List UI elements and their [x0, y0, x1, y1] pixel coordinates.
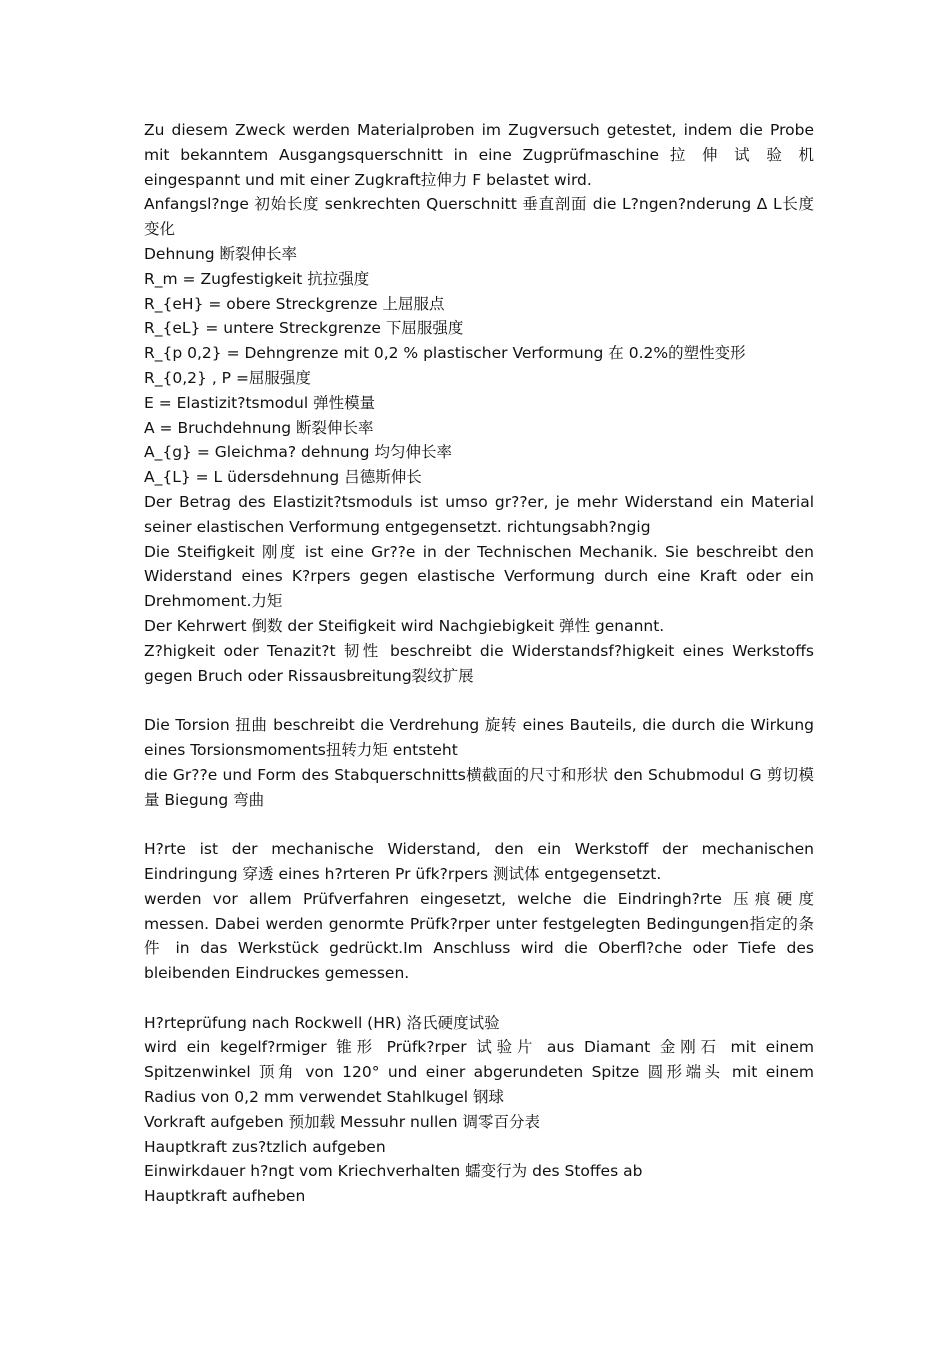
paragraph-obere-streckgrenze: R_{eH} = obere Streckgrenze 上屈服点 [144, 294, 445, 313]
paragraph-einwirkdauer: Einwirkdauer h?ngt vom Kriechverhalten 蠕变行为 des Stoffes ab [144, 1162, 643, 1181]
paragraph-elastizitaetsmodul: E = Elastizit?tsmodul 弹性模量 [144, 393, 376, 412]
blank-line [144, 688, 814, 713]
paragraph-anfangslaenge: Anfangsl?nge 初始长度 senkrechten Querschnitt 垂直剖面 die L?ngen?nderung Δ L长度变化 [144, 195, 814, 239]
paragraph-zaehigkeit: Z?higkeit oder Tenazit?t 韧性 beschreibt die Widerstandsf?higkeit eines Werkstoffs gegen Bruch oder Rissausbreitung裂纹扩展 [144, 641, 814, 685]
paragraph-vorkraft: Vorkraft aufgeben 预加载 Messuhr nullen 调零百分表 [144, 1112, 541, 1131]
paragraph-dehngrenze: R_{p 0,2} = Dehngrenze mit 0,2 % plastischer Verformung 在 0.2%的塑性变形 [144, 344, 746, 363]
paragraph-steifigkeit: Die Steifigkeit 刚度 ist eine Gr??e in der Technischen Mechanik. Sie beschreibt den Widerstand eines K?rpers gegen elastische Verformung durch eine Kraft oder ein Drehmoment.力矩 [144, 542, 814, 611]
document-body [144, 118, 814, 1209]
paragraph-hauptkraft-aufgeben: Hauptkraft zus?tzlich aufgeben [144, 1137, 386, 1156]
paragraph-bruchdehnung: A = Bruchdehnung 断裂伸长率 [144, 418, 374, 437]
paragraph-rockwell-pruefkoerper: wird ein kegelf?rmiger 锥形 Prüfk?rper 试验片 aus Diamant 金刚石 mit einem Spitzenwinkel 顶角 von 120° und einer abgerundeten Spitze 圆形端头 mit einem Radius von 0,2 mm verwendet Stahlkugel 钢球 [144, 1038, 814, 1107]
paragraph-hauptkraft-aufheben: Hauptkraft aufheben [144, 1187, 306, 1206]
blank-line [144, 812, 814, 837]
paragraph-kehrwert: Der Kehrwert 倒数 der Steifigkeit wird Nachgiebigkeit 弹性 genannt. [144, 616, 665, 635]
paragraph-zugfestigkeit: R_m = Zugfestigkeit 抗拉强度 [144, 269, 370, 288]
paragraph-haerte: H?rte ist der mechanische Widerstand, den ein Werkstoff der mechanischen Eindringung 穿透 eines h?rteren Pr üfk?rpers 测试体 entgegensetzt. [144, 840, 814, 883]
paragraph-luedersdehnung: A_{L} = L üdersdehnung 吕德斯伸长 [144, 468, 422, 487]
paragraph-zugversuch: Zu diesem Zweck werden Materialproben im Zugversuch getestet, indem die Probe mit bekanntem Ausgangsquerschnitt in eine Zugprüfmaschine 拉 伸 试 验 机 eingespannt und mit einer Zugkraft拉伸力 F belastet wird. [144, 121, 814, 189]
paragraph-torsion: Die Torsion 扭曲 beschreibt die Verdrehung 旋转 eines Bauteils, die durch die Wirkung eines Torsionsmoments扭转力矩 entsteht [144, 716, 814, 759]
paragraph-rockwell-heading: H?rteprüfung nach Rockwell (HR) 洛氏硬度试验 [144, 1013, 500, 1032]
paragraph-stabquerschnitt: die Gr??e und Form des Stabquerschnitts横截面的尺寸和形状 den Schubmodul G 剪切模量 Biegung 弯曲 [144, 765, 814, 809]
paragraph-untere-streckgrenze: R_{eL} = untere Streckgrenze 下屈服强度 [144, 319, 464, 338]
paragraph-pruefverfahren: werden vor allem Prüfverfahren eingesetzt, welche die Eindringh?rte 压痕硬度 messen. Dabei werden genormte Prüfk?rper unter festgelegten Bedingungen指定的条件 in das Werkstück gedrückt.Im Anschluss wird die Oberfl?che oder Tiefe des bleibenden Eindruckes gemessen. [144, 889, 814, 983]
paragraph-r02: R_{0,2} , P =屈服强度 [144, 368, 311, 387]
paragraph-gleichmassdehnung: A_{g} = Gleichma? dehnung 均匀伸长率 [144, 443, 452, 462]
paragraph-elastizitaet-betrag: Der Betrag des Elastizit?tsmoduls ist umso gr??er, je mehr Widerstand ein Material seiner elastischen Verformung entgegensetzt. richtungsabh?ngig [144, 492, 814, 536]
paragraph-dehnung: Dehnung 断裂伸长率 [144, 244, 298, 263]
blank-line [144, 986, 814, 1011]
